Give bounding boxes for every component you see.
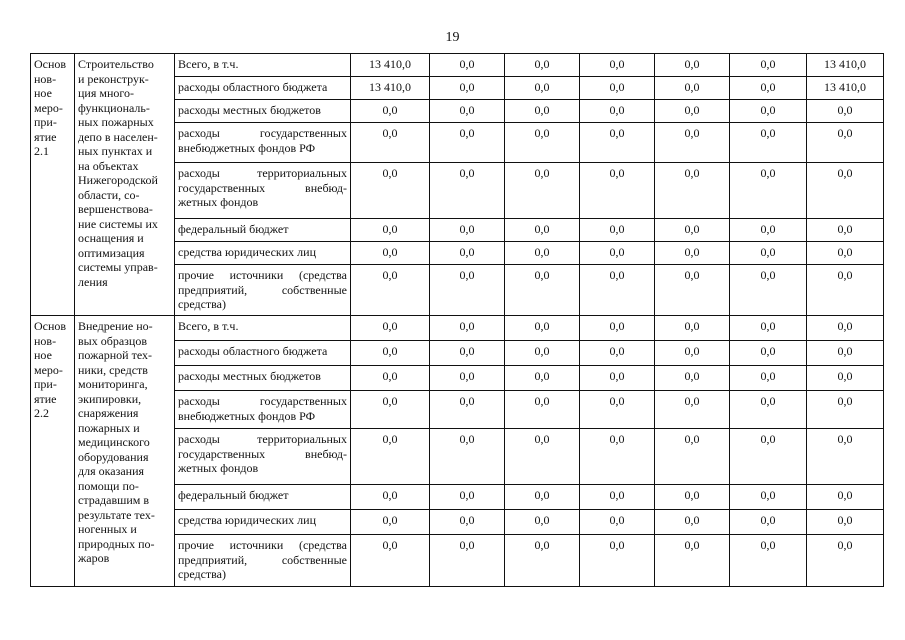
amount-cell: 13 410,0 (351, 54, 430, 77)
amount-cell: 0,0 (655, 485, 730, 510)
amount-cell: 0,0 (730, 54, 807, 77)
amount-cell: 0,0 (351, 123, 430, 163)
amount-cell: 0,0 (655, 391, 730, 429)
amount-cell: 0,0 (580, 242, 655, 265)
amount-cell: 0,0 (580, 265, 655, 316)
amount-cell: 0,0 (580, 391, 655, 429)
amount-cell: 0,0 (430, 77, 505, 100)
amount-cell: 0,0 (505, 242, 580, 265)
amount-cell: 0,0 (430, 265, 505, 316)
amount-cell: 0,0 (730, 391, 807, 429)
amount-cell: 0,0 (655, 163, 730, 219)
amount-cell: 0,0 (505, 485, 580, 510)
amount-cell: 0,0 (580, 123, 655, 163)
amount-cell: 0,0 (430, 485, 505, 510)
table-row (31, 54, 884, 77)
amount-cell: 0,0 (730, 265, 807, 316)
amount-cell: 0,0 (655, 429, 730, 485)
amount-cell: 0,0 (505, 510, 580, 535)
activity-name-cell (75, 54, 175, 316)
amount-cell: 0,0 (807, 510, 884, 535)
amount-cell: 0,0 (580, 316, 655, 341)
amount-cell: 0,0 (430, 100, 505, 123)
funding-source: расходы государственных внебюджетных фондов РФ (175, 123, 351, 163)
amount-cell: 0,0 (505, 429, 580, 485)
amount-cell: 0,0 (580, 77, 655, 100)
amount-cell: 0,0 (655, 77, 730, 100)
amount-cell: 0,0 (505, 100, 580, 123)
amount-cell: 0,0 (351, 485, 430, 510)
amount-cell: 0,0 (807, 485, 884, 510)
amount-cell: 0,0 (505, 163, 580, 219)
amount-cell: 0,0 (807, 219, 884, 242)
amount-cell: 0,0 (505, 265, 580, 316)
funding-source: Всего, в т.ч. (175, 54, 351, 77)
amount-cell: 0,0 (505, 341, 580, 366)
activity-code-cell (31, 54, 75, 316)
funding-source: средства юридических лиц (175, 510, 351, 535)
activity-code-cell (31, 316, 75, 587)
amount-cell: 0,0 (351, 219, 430, 242)
amount-cell: 0,0 (351, 510, 430, 535)
amount-cell: 0,0 (351, 391, 430, 429)
amount-cell: 0,0 (580, 163, 655, 219)
amount-cell: 0,0 (807, 366, 884, 391)
amount-cell: 0,0 (730, 316, 807, 341)
funding-source: расходы областного бюджета (175, 341, 351, 366)
amount-cell: 0,0 (351, 429, 430, 485)
funding-source: Всего, в т.ч. (175, 316, 351, 341)
amount-cell: 0,0 (351, 100, 430, 123)
activity-code: Основ нов- ное меро- при- ятие 2.1 (34, 57, 67, 158)
table-row (31, 316, 884, 341)
activity-code: Основ нов- ное меро- при- ятие 2.2 (34, 319, 67, 420)
amount-cell: 0,0 (807, 163, 884, 219)
amount-cell: 0,0 (655, 535, 730, 587)
amount-cell: 0,0 (505, 219, 580, 242)
amount-cell: 0,0 (351, 163, 430, 219)
amount-cell: 0,0 (580, 100, 655, 123)
funding-source: расходы местных бюджетов (175, 366, 351, 391)
amount-cell: 0,0 (655, 242, 730, 265)
funding-source: средства юридических лиц (175, 242, 351, 265)
amount-cell: 0,0 (655, 123, 730, 163)
funding-source: расходы государственных внебюджетных фондов РФ (175, 391, 351, 429)
amount-cell: 0,0 (505, 77, 580, 100)
amount-cell: 0,0 (430, 366, 505, 391)
amount-cell: 0,0 (807, 316, 884, 341)
amount-cell: 0,0 (430, 391, 505, 429)
budget-table-body (31, 54, 884, 587)
amount-cell: 0,0 (430, 54, 505, 77)
amount-cell: 0,0 (351, 316, 430, 341)
amount-cell: 0,0 (655, 219, 730, 242)
page-number: 19 (445, 30, 460, 45)
amount-cell: 0,0 (730, 535, 807, 587)
amount-cell: 0,0 (430, 123, 505, 163)
funding-source: федеральный бюджет (175, 219, 351, 242)
funding-source: федеральный бюджет (175, 485, 351, 510)
amount-cell: 0,0 (730, 366, 807, 391)
funding-source: расходы областного бюджета (175, 77, 351, 100)
amount-cell: 0,0 (351, 341, 430, 366)
amount-cell: 0,0 (430, 242, 505, 265)
amount-cell: 13 410,0 (807, 54, 884, 77)
amount-cell: 0,0 (430, 535, 505, 587)
activity-name-cell (75, 316, 175, 587)
amount-cell: 0,0 (430, 163, 505, 219)
amount-cell: 0,0 (807, 242, 884, 265)
funding-source: прочие источники (средства предприятий, собственные средства) (175, 535, 351, 587)
amount-cell: 0,0 (730, 341, 807, 366)
amount-cell: 0,0 (655, 100, 730, 123)
amount-cell: 13 410,0 (351, 77, 430, 100)
amount-cell: 0,0 (730, 429, 807, 485)
funding-source: расходы территориальных государственных внебюд-жетных фондов (175, 163, 351, 219)
amount-cell: 0,0 (351, 242, 430, 265)
amount-cell: 0,0 (655, 366, 730, 391)
amount-cell: 0,0 (430, 219, 505, 242)
amount-cell: 0,0 (807, 341, 884, 366)
amount-cell: 0,0 (730, 100, 807, 123)
amount-cell: 0,0 (730, 219, 807, 242)
amount-cell: 0,0 (655, 265, 730, 316)
funding-source: прочие источники (средства предприятий, собственные средства) (175, 265, 351, 316)
amount-cell: 0,0 (807, 100, 884, 123)
amount-cell: 0,0 (505, 535, 580, 587)
amount-cell: 0,0 (655, 510, 730, 535)
activity-name: Внедрение но- вых образцов пожарной тех- ники, средств мониторинга, экипировки, снаряжения пожарных и медицинского оборудования для оказания помощи по- страдавшим в результате тех- ногенных и природных по- жаров (78, 319, 155, 565)
amount-cell: 0,0 (505, 316, 580, 341)
amount-cell: 0,0 (807, 391, 884, 429)
budget-table (30, 53, 884, 587)
amount-cell: 0,0 (730, 123, 807, 163)
amount-cell: 0,0 (430, 316, 505, 341)
amount-cell: 0,0 (580, 510, 655, 535)
amount-cell: 0,0 (505, 366, 580, 391)
amount-cell: 0,0 (430, 510, 505, 535)
amount-cell: 0,0 (730, 510, 807, 535)
amount-cell: 0,0 (505, 123, 580, 163)
amount-cell: 0,0 (580, 219, 655, 242)
amount-cell: 0,0 (580, 535, 655, 587)
amount-cell: 0,0 (430, 341, 505, 366)
amount-cell: 0,0 (580, 429, 655, 485)
activity-name: Строительство и реконструк- ция много- функциональ- ных пожарных депо в населен- ных пунктах и на объектах Нижегородской области, со- вершенствова- ние системы их оснащения и оптимизация системы управ- ления (78, 57, 158, 289)
funding-source: расходы территориальных государственных внебюд-жетных фондов (175, 429, 351, 485)
amount-cell: 0,0 (807, 429, 884, 485)
amount-cell: 0,0 (807, 123, 884, 163)
amount-cell: 0,0 (351, 265, 430, 316)
amount-cell: 0,0 (730, 77, 807, 100)
amount-cell: 0,0 (505, 391, 580, 429)
amount-cell: 0,0 (730, 242, 807, 265)
amount-cell: 0,0 (430, 429, 505, 485)
funding-source: расходы местных бюджетов (175, 100, 351, 123)
amount-cell: 0,0 (730, 163, 807, 219)
amount-cell: 0,0 (655, 54, 730, 77)
amount-cell: 13 410,0 (807, 77, 884, 100)
amount-cell: 0,0 (807, 535, 884, 587)
amount-cell: 0,0 (351, 366, 430, 391)
amount-cell: 0,0 (655, 316, 730, 341)
amount-cell: 0,0 (655, 341, 730, 366)
amount-cell: 0,0 (580, 485, 655, 510)
amount-cell: 0,0 (351, 535, 430, 587)
amount-cell: 0,0 (580, 366, 655, 391)
amount-cell: 0,0 (580, 54, 655, 77)
amount-cell: 0,0 (730, 485, 807, 510)
amount-cell: 0,0 (580, 341, 655, 366)
amount-cell: 0,0 (807, 265, 884, 316)
amount-cell: 0,0 (505, 54, 580, 77)
